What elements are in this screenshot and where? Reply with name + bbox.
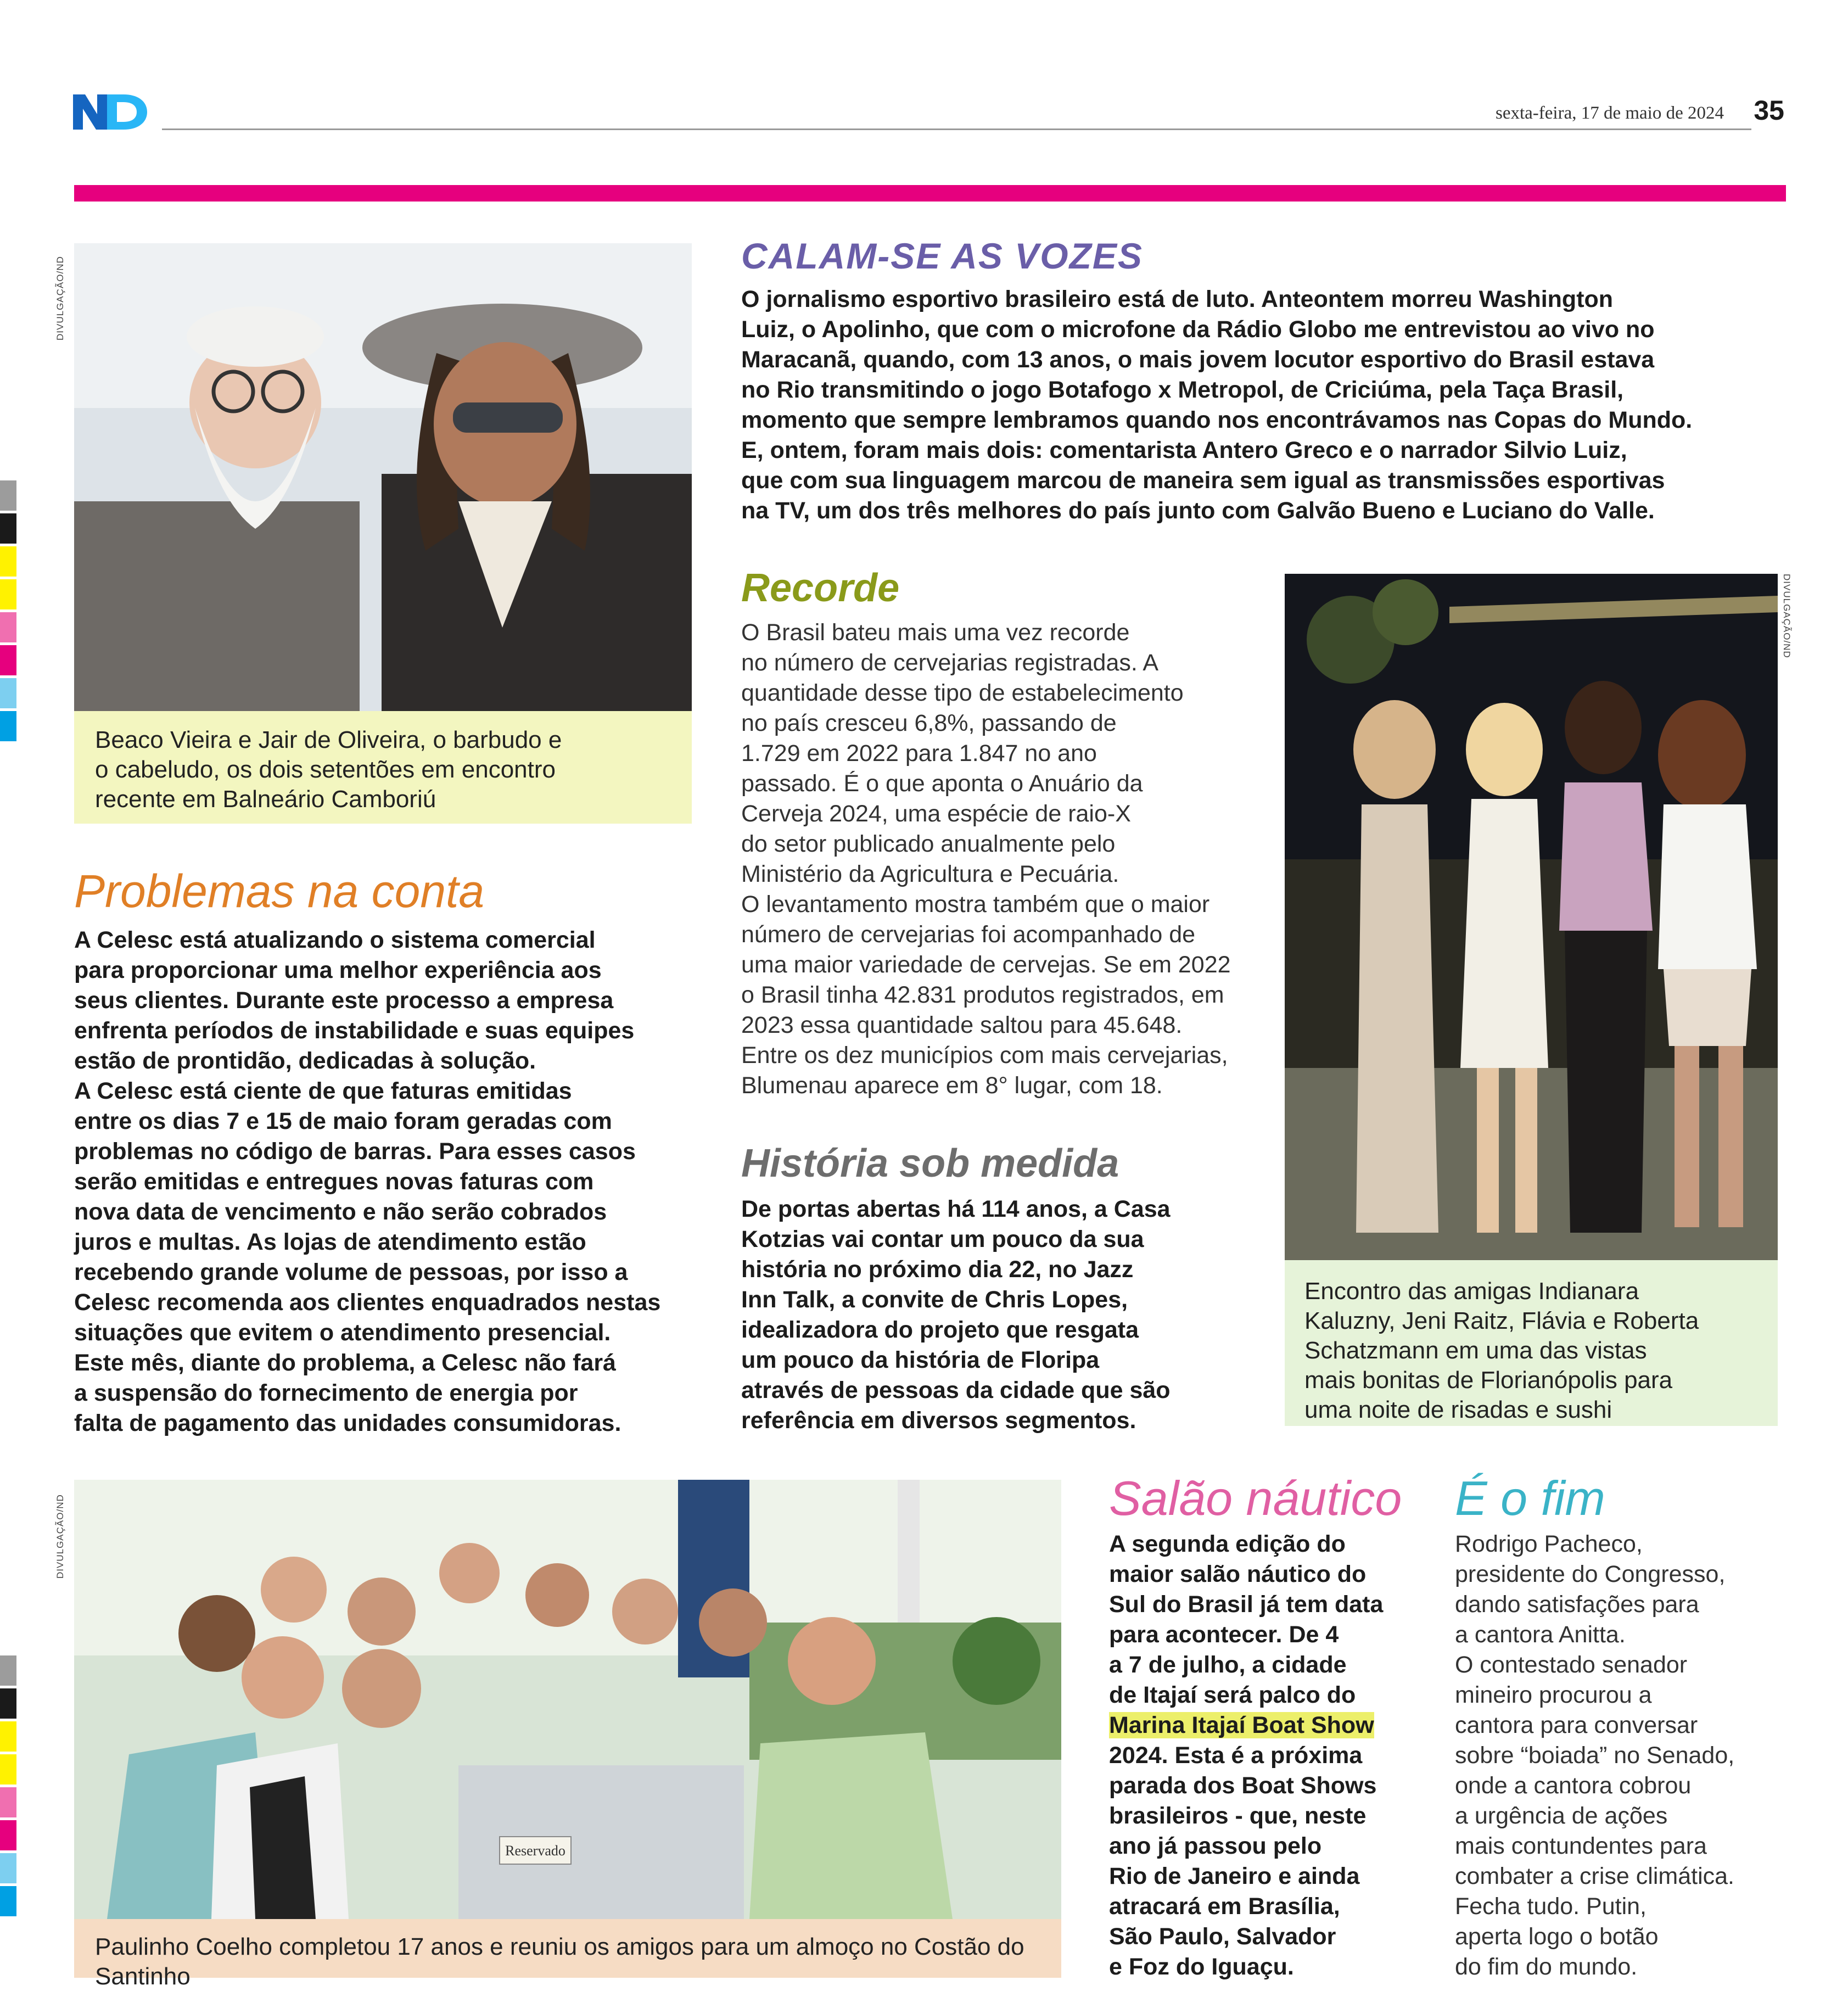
caption-line: Schatzmann em uma das vistas: [1304, 1337, 1647, 1364]
highlighted-event: Marina Itajaí Boat Show: [1109, 1712, 1374, 1738]
body-line: aperta logo o botão: [1455, 1923, 1659, 1950]
nd-logo: [73, 94, 147, 130]
body-line: A Celesc está ciente de que faturas emitidas: [74, 1078, 572, 1104]
calam-body: [741, 284, 1784, 526]
historia-body: [741, 1194, 1263, 1436]
historia-heading: História sob medida: [741, 1142, 1119, 1185]
body-line: O contestado senador: [1455, 1652, 1688, 1678]
body-line: combater a crise climática.: [1455, 1863, 1734, 1889]
body-line: De portas abertas há 114 anos, a Casa: [741, 1196, 1171, 1222]
body-line: de Itajaí será palco do: [1109, 1682, 1356, 1708]
body-line: O levantamento mostra também que o maior: [741, 891, 1210, 918]
body-line: juros e multas. As lojas de atendimento estão: [74, 1229, 586, 1255]
body-line: serão emitidas e entregues novas faturas com: [74, 1168, 594, 1195]
body-line: brasileiros - que, neste: [1109, 1803, 1367, 1829]
body-line: Celesc recomenda aos clientes enquadrados nestas: [74, 1289, 661, 1316]
calam-heading: CALAM-SE AS VOZES: [741, 236, 1143, 276]
recorde-heading: Recorde: [741, 566, 900, 610]
caption-line: uma noite de risadas e sushi: [1304, 1396, 1612, 1423]
body-line: Rio de Janeiro e ainda: [1109, 1863, 1360, 1889]
body-line: enfrenta períodos de instabilidade e suas equipes: [74, 1017, 635, 1044]
body-line: o Brasil tinha 42.831 produtos registrados, em: [741, 982, 1224, 1008]
body-line: falta de pagamento das unidades consumidoras.: [74, 1410, 621, 1436]
caption-line: recente em Balneário Camboriú: [95, 786, 436, 813]
photo-beaco-jair: [74, 243, 692, 711]
body-line: onde a cantora cobrou: [1455, 1772, 1692, 1799]
photo-almoco: [74, 1480, 1061, 1919]
caption-line: Kaluzny, Jeni Raitz, Flávia e Roberta: [1304, 1307, 1699, 1334]
photo1-caption: [74, 711, 692, 824]
body-line: história no próximo dia 22, no Jazz: [741, 1256, 1134, 1283]
body-line: passado. É o que aponta o Anuário da: [741, 770, 1143, 797]
body-line: momento que sempre lembramos quando nos encontrávamos nas Copas do Mundo.: [741, 407, 1693, 433]
body-line: no Rio transmitindo o jogo Botafogo x Metropol, de Criciúma, pela Taça Brasil,: [741, 377, 1624, 403]
body-line: a cantora Anitta.: [1455, 1621, 1626, 1648]
body-line: Kotzias vai contar um pouco da sua: [741, 1226, 1144, 1252]
fim-body: [1455, 1529, 1784, 1982]
body-line: no país cresceu 6,8%, passando de: [741, 710, 1117, 736]
body-line: Rodrigo Pacheco,: [1455, 1531, 1643, 1557]
body-line: a suspensão do fornecimento de energia por: [74, 1380, 578, 1406]
body-line: através de pessoas da cidade que são: [741, 1377, 1171, 1403]
photo-credit-top-right: DIVULGAÇÃO/ND: [1782, 574, 1792, 658]
body-line: na TV, um dos três melhores do país junto com Galvão Bueno e Luciano do Valle.: [741, 497, 1655, 524]
body-line: a urgência de ações: [1455, 1803, 1668, 1829]
body-line: do fim do mundo.: [1455, 1954, 1638, 1980]
header-rule: [162, 128, 1751, 130]
body-line: para acontecer. De 4: [1109, 1621, 1339, 1648]
body-line: Inn Talk, a convite de Chris Lopes,: [741, 1286, 1128, 1313]
body-line: a 7 de julho, a cidade: [1109, 1652, 1347, 1678]
body-line: referência em diversos segmentos.: [741, 1407, 1136, 1434]
caption-line: Encontro das amigas Indianara: [1304, 1278, 1639, 1305]
body-line: O Brasil bateu mais uma vez recorde: [741, 619, 1130, 646]
body-line: sobre “boiada” no Senado,: [1455, 1742, 1735, 1769]
body-line: entre os dias 7 e 15 de maio foram geradas com: [74, 1108, 612, 1134]
body-line: parada dos Boat Shows: [1109, 1772, 1377, 1799]
body-line: Este mês, diante do problema, a Celesc não fará: [74, 1350, 616, 1376]
body-line: Luiz, o Apolinho, que com o microfone da Rádio Globo me entrevistou ao vivo no: [741, 316, 1655, 343]
body-line: problemas no código de barras. Para esses casos: [74, 1138, 636, 1165]
caption-line: o cabeludo, os dois setentões em encontro: [95, 756, 556, 783]
photo-credit-bottom-left: DIVULGAÇÃO/ND: [55, 1494, 65, 1579]
photo3-caption: Paulinho Coelho completou 17 anos e reuniu os amigos para um almoço no Costão do Santinho: [74, 1919, 1061, 1978]
body-line: do setor publicado anualmente pelo: [741, 831, 1116, 857]
body-line: situações que evitem o atendimento presencial.: [74, 1319, 611, 1346]
body-line: São Paulo, Salvador: [1109, 1923, 1336, 1950]
body-line: atracará em Brasília,: [1109, 1893, 1340, 1920]
body-line: maior salão náutico do: [1109, 1561, 1367, 1587]
body-line: Fecha tudo. Putin,: [1455, 1893, 1647, 1920]
body-line: mineiro procurou a: [1455, 1682, 1652, 1708]
photo2-caption: [1285, 1260, 1778, 1426]
body-line: Cerveja 2024, uma espécie de raio-X: [741, 801, 1131, 827]
body-line: estão de prontidão, dedicadas à solução.: [74, 1048, 536, 1074]
body-line: uma maior variedade de cervejas. Se em 2022: [741, 952, 1231, 978]
body-line: que com sua linguagem marcou de maneira sem igual as transmissões esportivas: [741, 467, 1665, 494]
body-line: nova data de vencimento e não serão cobrados: [74, 1199, 607, 1225]
body-line: 2024. Esta é a próxima: [1109, 1742, 1363, 1769]
body-line: para proporcionar uma melhor experiência aos: [74, 957, 602, 983]
body-line: e Foz do Iguaçu.: [1109, 1954, 1294, 1980]
body-line: idealizadora do projeto que resgata: [741, 1317, 1139, 1343]
table-sign: Reservado: [505, 1843, 565, 1859]
body-line: E, ontem, foram mais dois: comentarista Antero Greco e o narrador Silvio Luiz,: [741, 437, 1627, 463]
photo-amigas: [1285, 574, 1778, 1260]
page-number: 35: [1754, 95, 1784, 126]
body-line: 2023 essa quantidade saltou para 45.648.: [741, 1012, 1183, 1038]
body-line: número de cervejarias foi acompanhado de: [741, 921, 1196, 948]
body-line: no número de cervejarias registradas. A: [741, 650, 1159, 676]
body-line: Sul do Brasil já tem data: [1109, 1591, 1384, 1618]
caption-line: Beaco Vieira e Jair de Oliveira, o barbudo e: [95, 726, 562, 753]
body-line: 1.729 em 2022 para 1.847 no ano: [741, 740, 1097, 767]
photo-credit-top-left: DIVULGAÇÃO/ND: [55, 256, 65, 340]
caption-line: mais bonitas de Florianópolis para: [1304, 1367, 1673, 1394]
body-line: seus clientes. Durante este processo a empresa: [74, 987, 614, 1014]
body-line: Maracanã, quando, com 13 anos, o mais jovem locutor esportivo do Brasil estava: [741, 346, 1655, 373]
fim-heading: É o fim: [1455, 1471, 1605, 1525]
body-line: recebendo grande volume de pessoas, por isso a: [74, 1259, 628, 1285]
body-line: um pouco da história de Floripa: [741, 1347, 1100, 1373]
body-line: mais contundentes para: [1455, 1833, 1707, 1859]
body-line: O jornalismo esportivo brasileiro está de luto. Anteontem morreu Washington: [741, 286, 1614, 312]
problemas-heading: Problemas na conta: [74, 865, 485, 917]
salao-heading: Salão náutico: [1109, 1471, 1402, 1525]
body-line: Blumenau aparece em 8° lugar, com 18.: [741, 1072, 1163, 1099]
body-line: A Celesc está atualizando o sistema comercial: [74, 927, 596, 953]
section-bar: [74, 185, 1786, 202]
body-line: A segunda edição do: [1109, 1531, 1346, 1557]
body-line: Ministério da Agricultura e Pecuária.: [741, 861, 1119, 887]
body-line: Entre os dez municípios com mais cervejarias,: [741, 1042, 1228, 1069]
body-line: dando satisfações para: [1455, 1591, 1699, 1618]
body-line: cantora para conversar: [1455, 1712, 1698, 1738]
recorde-body: [741, 618, 1263, 1101]
salao-body: [1109, 1529, 1449, 1982]
problemas-body: [74, 925, 711, 1439]
body-line: ano já passou pelo: [1109, 1833, 1322, 1859]
body-line: quantidade desse tipo de estabelecimento: [741, 680, 1184, 706]
issue-date: sexta-feira, 17 de maio de 2024: [1495, 103, 1724, 123]
body-line: presidente do Congresso,: [1455, 1561, 1726, 1587]
